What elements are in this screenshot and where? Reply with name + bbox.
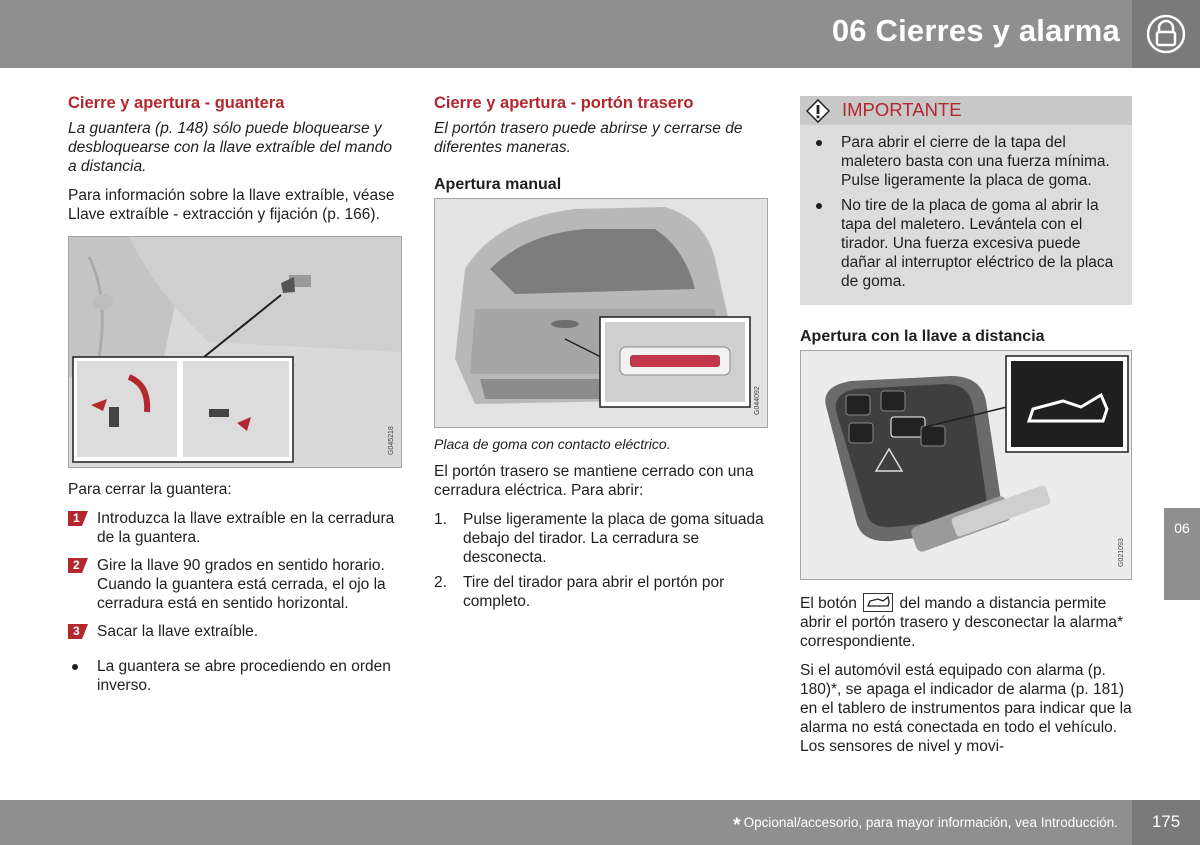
remote-button-info — [800, 593, 1132, 651]
glovebox-illustration — [69, 237, 401, 467]
step-text: Introduzca la llave extraíble en la cerradura de la guantera. — [97, 510, 395, 546]
list-item — [434, 510, 768, 567]
list-item — [68, 622, 402, 641]
glovebox-steps — [68, 509, 402, 641]
list-item: Para abrir el cierre de la tapa del maletero basta con una fuerza mínima. Pulse ligeramente la placa de goma. — [812, 133, 1120, 190]
page-number-box — [1132, 800, 1200, 845]
list-item: La guantera se abre procediendo en orden inverso. — [68, 657, 402, 695]
important-box — [800, 96, 1132, 305]
tailgate-lock-info: El portón trasero se mantiene cerrado con una cerradura eléctrica. Para abrir: — [434, 463, 754, 499]
list-item — [434, 573, 768, 611]
important-title: IMPORTANTE — [842, 99, 962, 120]
important-header — [800, 96, 1132, 125]
warning-icon — [806, 99, 830, 123]
glovebox-intro: La guantera (p. 148) sólo puede bloquearse y desbloquearse con la llave extraíble del mando a distancia. — [68, 120, 392, 175]
glovebox-figure — [68, 236, 402, 468]
page-header — [0, 0, 1200, 68]
step-text: Pulse ligeramente la placa de goma situada debajo del tirador. La cerradura se desconecta. — [463, 511, 764, 566]
page-number: 175 — [1151, 812, 1181, 831]
remote-key-figure — [800, 350, 1132, 580]
chapter-side-tab — [1164, 508, 1200, 600]
side-tab-label: 06 — [1174, 520, 1190, 536]
glovebox-figure-code: G045218 — [388, 426, 395, 455]
remote-key-illustration — [801, 351, 1131, 579]
list-item — [68, 509, 402, 547]
close-glovebox-heading: Para cerrar la guantera: — [68, 481, 232, 498]
remote-para-end: del mando a distancia permite abrir el portón trasero y desconectar la alarma* correspondiente. — [800, 595, 1124, 650]
list-item — [68, 556, 402, 613]
column-remote — [800, 96, 1132, 766]
important-list — [812, 133, 1120, 291]
list-item: No tire de la placa de goma al abrir la tapa del maletero. Levántela con el tirador. Una fuerza excesiva puede dañar al interruptor eléctrico de la placa de goma. — [812, 196, 1120, 291]
remote-para-start: El botón — [800, 595, 857, 612]
step-number: 1 — [73, 511, 80, 525]
tailgate-illustration — [435, 199, 767, 427]
subheading-remote-opening: Apertura con la llave a distancia — [800, 328, 1045, 345]
step-number: 3 — [73, 624, 80, 638]
alarm-info: Si el automóvil está equipado con alarma (p. 180)*, se apaga el indicador de alarma (p. 181) en el tablero de instrumentos para indicar que la alarma no está conectada en todo el vehículo. Los sensores de nivel y movi- — [800, 662, 1132, 755]
tailgate-figure-code: G044092 — [754, 386, 761, 415]
page-footer — [0, 800, 1132, 845]
step-number: 2. — [434, 574, 447, 591]
footer-asterisk: * — [733, 815, 741, 836]
subheading-manual-opening: Apertura manual — [434, 176, 562, 193]
glovebox-key-info: Para información sobre la llave extraíble, véase Llave extraíble - extracción y fijación (p. 166). — [68, 187, 395, 223]
tailgate-figure — [434, 198, 768, 428]
step-number: 1. — [434, 511, 447, 528]
step-number: 2 — [73, 558, 80, 572]
step-text: Sacar la llave extraíble. — [97, 623, 259, 640]
step-text: Gire la llave 90 grados en sentido horario. Cuando la guantera está cerrada, el ojo la cerradura está en sentido horizontal. — [97, 557, 386, 612]
glovebox-notes — [68, 657, 402, 695]
footer-note-text: Opcional/accesorio, para mayor información, vea Introducción. — [743, 815, 1118, 830]
section-title-tailgate: Cierre y apertura - portón trasero — [434, 94, 694, 112]
remote-figure-code: G021093 — [1118, 538, 1125, 567]
tailgate-figure-caption: Placa de goma con contacto eléctrico. — [434, 436, 671, 452]
footer-note — [733, 815, 1118, 837]
padlock-icon — [1146, 14, 1186, 54]
section-title-glovebox: Cierre y apertura - guantera — [68, 94, 285, 112]
step-text: Tire del tirador para abrir el portón por completo. — [463, 574, 725, 610]
column-tailgate — [434, 94, 768, 617]
column-glovebox — [68, 94, 402, 704]
chapter-icon-box — [1132, 0, 1200, 68]
tailgate-open-steps — [434, 510, 768, 611]
tailgate-button-icon — [863, 593, 893, 612]
tailgate-intro: El portón trasero puede abrirse y cerrarse de diferentes maneras. — [434, 120, 743, 156]
chapter-title: 06 Cierres y alarma — [831, 13, 1120, 48]
